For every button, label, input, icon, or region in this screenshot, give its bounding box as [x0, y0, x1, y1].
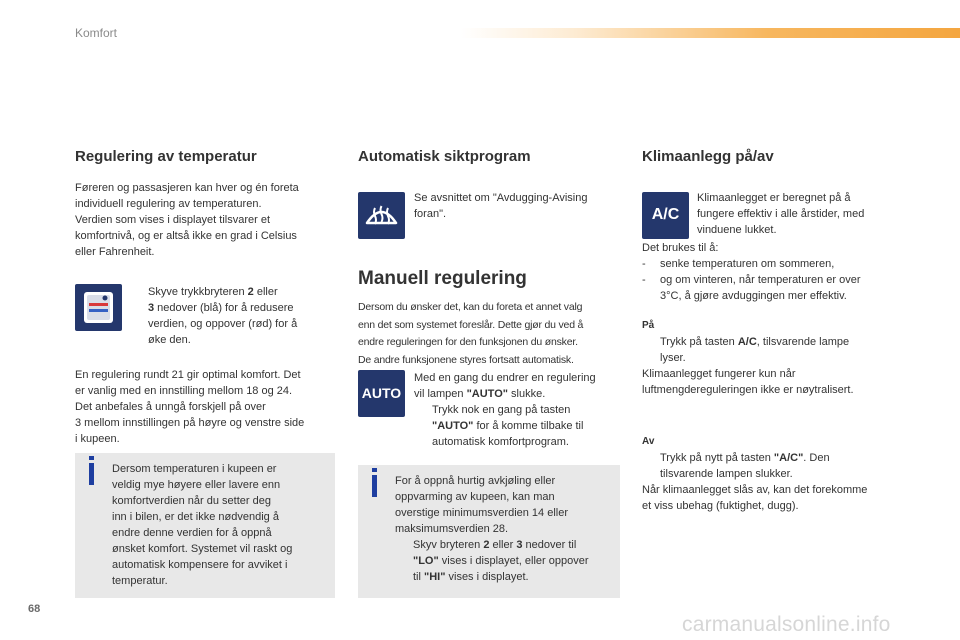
auto-visibility-text: Se avsnittet om "Avdugging-Avising foran". — [414, 192, 588, 220]
info-box-manual — [358, 465, 620, 598]
watermark: carmanualsonline.info — [682, 613, 891, 636]
info-box-temperature — [75, 453, 335, 598]
ac-off-section: Av Trykk på nytt på tasten "A/C". Den tilsvarende lampen slukker. Når klimaanlegget slås av, kan det forekomme et viss ubehag (fuktighet, dugg). — [642, 436, 868, 512]
temperature-intro: Føreren og passasjeren kan hver og én foreta individuell regulering av temperaturen. Verdien som vises i displayet tilsvarer et komfortnivå, og er altså ikke en grad i Celsius eller Fahrenheit. — [75, 182, 299, 258]
heading-auto-visibility: Automatisk siktprogram — [358, 148, 531, 165]
info-icon — [372, 475, 377, 497]
temperature-recommendation: En regulering rundt 21 gir optimal komfort. Det er vanlig med en innstilling mellom 18 og 24. Det anbefales å unngå forskjell på over 3 mellom innstillingen på høyre og venstre side i kupeen. — [75, 369, 305, 445]
ac-usage: Det brukes til å: - senke temperaturen om sommeren, - og om vinteren, når temperaturen er over 3°C, å gjøre avduggingen mer effektiv. — [642, 242, 861, 302]
info-text: Dersom temperaturen i kupeen er veldig mye høyere eller lavere enn komfortverdien når du setter deg inn i bilen, er det ikke nødvendig å endre denne verdien for å oppnå ønsket komfort. Systemet vil raskt og automatisk kompensere for avviket i temperatur. — [112, 463, 293, 587]
temperature-knob-icon — [75, 284, 122, 331]
windscreen-demist-icon — [358, 192, 405, 239]
info-text: For å oppnå hurtig avkjøling eller oppvarming av kupeen, kan man overstige minimumsverdien 14 eller maksimumsverdien 28. Skyv bryteren 2 eller 3 nedover til "LO" vises i displayet, eller oppover til "HI" vises i displayet. — [395, 475, 589, 583]
temperature-bullet: Skyve trykkbryteren 2 eller 3 nedover (blå) for å redusere verdien, og oppover (rød) for å øke den. — [148, 286, 298, 346]
ac-button-icon: A/C — [642, 192, 689, 239]
auto-text: Med en gang du endrer en regulering vil lampen "AUTO" slukke. Trykk nok en gang på tasten "AUTO" for å komme tilbake til automatisk komfortprogram. — [414, 372, 596, 448]
info-icon — [89, 463, 94, 485]
ac-on-section: På Trykk på tasten A/C, tilsvarende lampe lyser. Klimaanlegget fungerer kun når luftmengdereguleringen ikke er nøytralisert. — [642, 320, 854, 396]
page-number: 68 — [28, 603, 41, 615]
heading-manual-regulation: Manuell regulering — [358, 268, 527, 289]
heading-ac: Klimaanlegg på/av — [642, 148, 774, 165]
auto-button-icon: AUTO — [358, 370, 405, 417]
heading-temperature: Regulering av temperatur — [75, 148, 257, 165]
ac-intro: Klimaanlegget er beregnet på å fungere effektiv i alle årstider, med vinduene lukket. — [697, 192, 865, 236]
manual-intro: Dersom du ønsker det, kan du foreta et annet valg enn det som systemet foreslår. Dette gjør du ved å endre reguleringen for den funksjonen du ønsker. De andre funksjonene styres fortsatt automatisk. — [358, 301, 584, 366]
section-title: Komfort — [75, 26, 118, 40]
header-accent-bar — [0, 28, 960, 38]
